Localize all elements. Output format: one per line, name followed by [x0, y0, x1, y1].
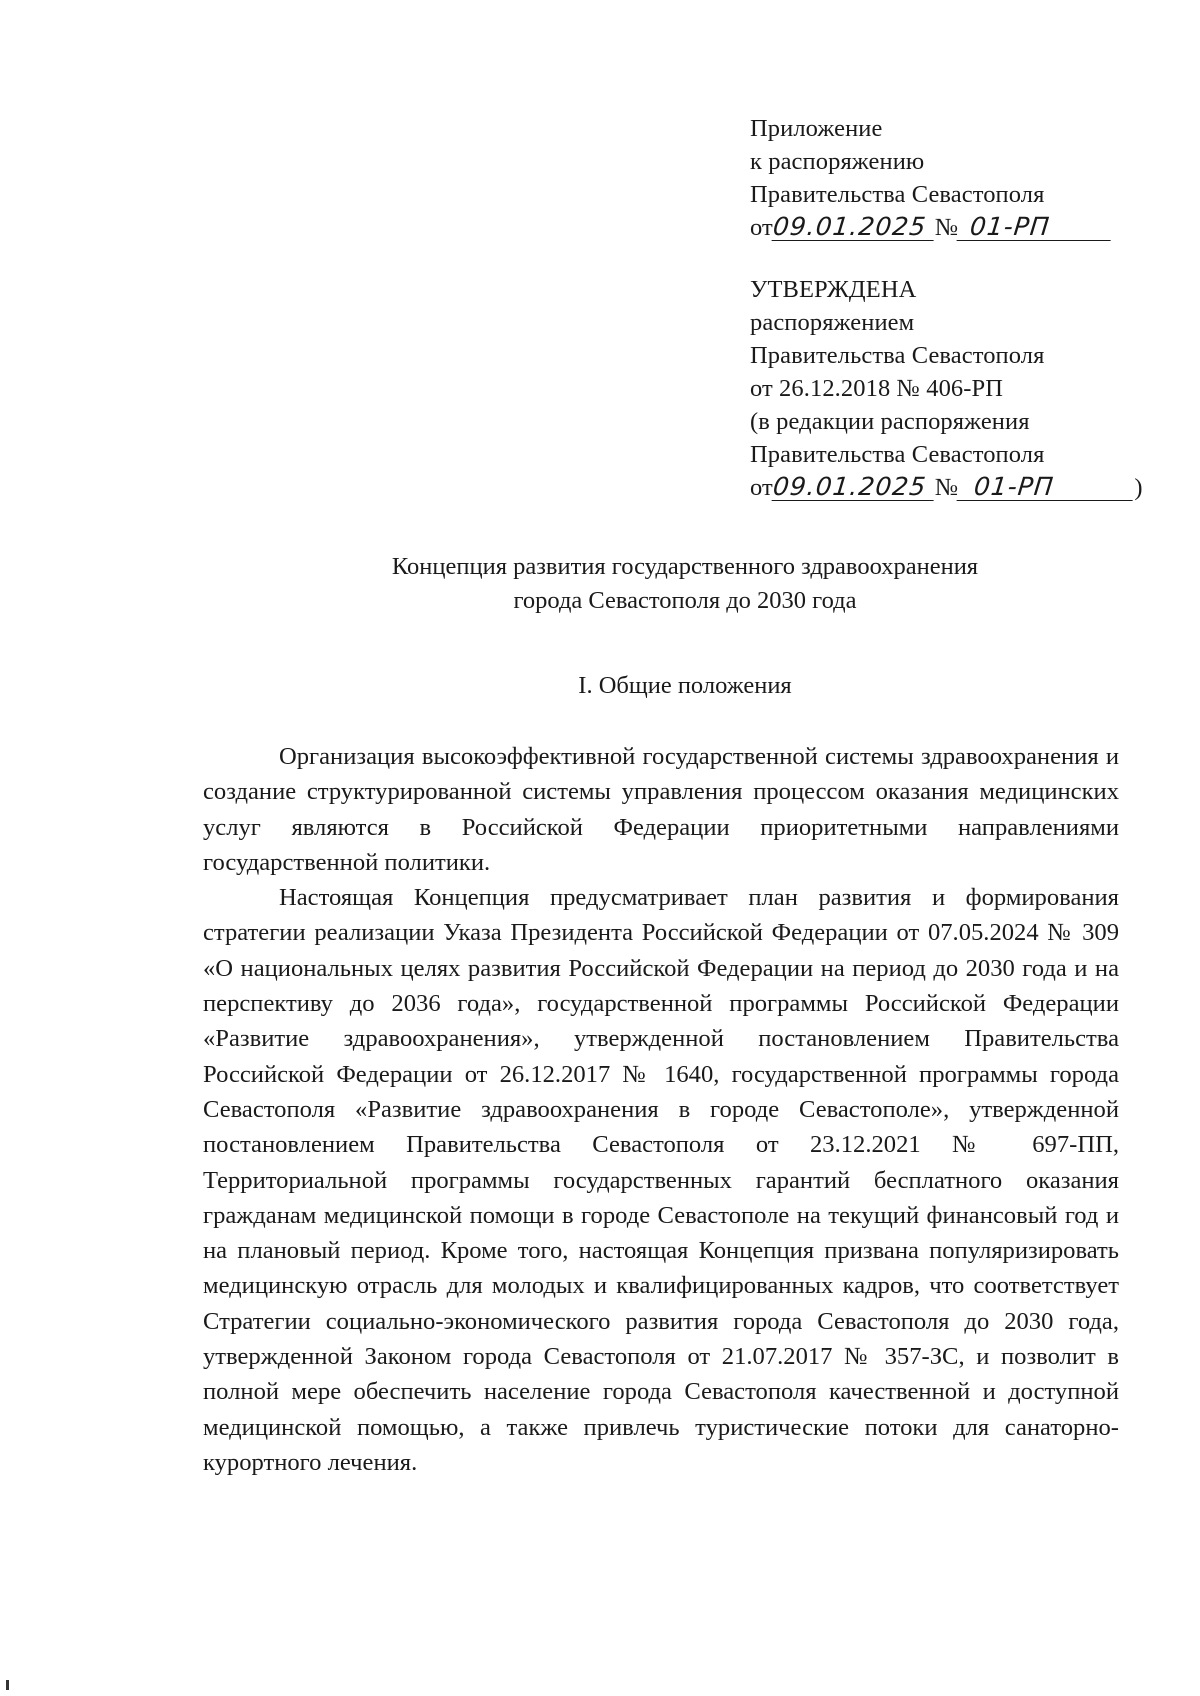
- approved-line-1: УТВЕРЖДЕНА: [750, 276, 917, 303]
- section-body: [203, 739, 1119, 1480]
- annex-block: [750, 112, 1112, 244]
- document-title-line-1: Концепция развития государственного здравоохранения: [391, 553, 979, 580]
- annex-line-1: Приложение: [750, 115, 883, 142]
- paragraph-2: Настоящая Концепция предусматривает план развития и формирования стратегии реализации Указа Президента Российской Федерации от 07.05.2024 № 309 «О национальных целях развития Российской Федерации на период до 2030 года и на перспективу до 2036 года», государственной программы Российской Федерации «Развитие здравоохранения», утвержденной постановлением Правительства Российской Федерации от 26.12.2017 № 1640, государственной программы города Севастополя «Развитие здравоохранения в городе Севастополе», утвержденной постановлением Правительства Севастополя от 23.12.2021 № 697-ПП, Территориальной программы государственных гарантий бесплатного оказания гражданам медицинской помощи в городе Севастополе на текущий финансовый год и на плановый период. Кроме того, настоящая Концепция призвана популяризировать медицинскую отрасль для молодых и квалифицированных кадров, что соответствует Стратегии социально-экономического развития города Севастополя до 2030 года, утвержденной Законом города Севастополя от 21.07.2017 № 357-ЗС, и позволит в полной мере обеспечить население города Севастополя качественной и доступной медицинской помощью, а также привлечь туристические потоки для санаторно-курортного лечения.: [203, 884, 1119, 1476]
- approved-block: [750, 273, 1143, 504]
- approved-closing-paren: ): [1134, 474, 1143, 501]
- approved-line-6: Правительства Севастополя: [750, 441, 1045, 468]
- annex-line-3: Правительства Севастополя: [750, 181, 1045, 208]
- approved-line-4: от 26.12.2018 № 406-РП: [750, 375, 1004, 402]
- document-title: [0, 550, 1200, 618]
- annex-from-prefix: от: [750, 214, 773, 241]
- approved-line-3: Правительства Севастополя: [750, 342, 1045, 369]
- annex-date-number-line: [750, 211, 1112, 244]
- approved-handwritten-date: 09.01.2025: [771, 474, 936, 501]
- approved-handwritten-number: 01-РП: [957, 474, 1136, 501]
- section-heading: I. Общие положения: [578, 672, 792, 699]
- annex-handwritten-date: 09.01.2025: [771, 214, 936, 241]
- approved-line-5: (в редакции распоряжения: [750, 408, 1030, 435]
- approved-line-2: распоряжением: [750, 309, 915, 336]
- annex-number-sign: №: [934, 214, 959, 241]
- annex-handwritten-number: 01-РП: [957, 214, 1114, 241]
- approved-date-number-line: [750, 471, 1143, 504]
- approved-from-prefix: от: [750, 474, 773, 501]
- paragraph-1: Организация высокоэффективной государственной системы здравоохранения и создание структурированной системы управления процессом оказания медицинских услуг являются в Российской Федерации приоритетными направлениями государственной политики.: [203, 743, 1119, 876]
- approved-number-sign: №: [934, 474, 959, 501]
- annex-line-2: к распоряжению: [750, 148, 925, 175]
- document-title-line-2: города Севастополя до 2030 года: [513, 587, 857, 614]
- scan-mark: [6, 1680, 9, 1690]
